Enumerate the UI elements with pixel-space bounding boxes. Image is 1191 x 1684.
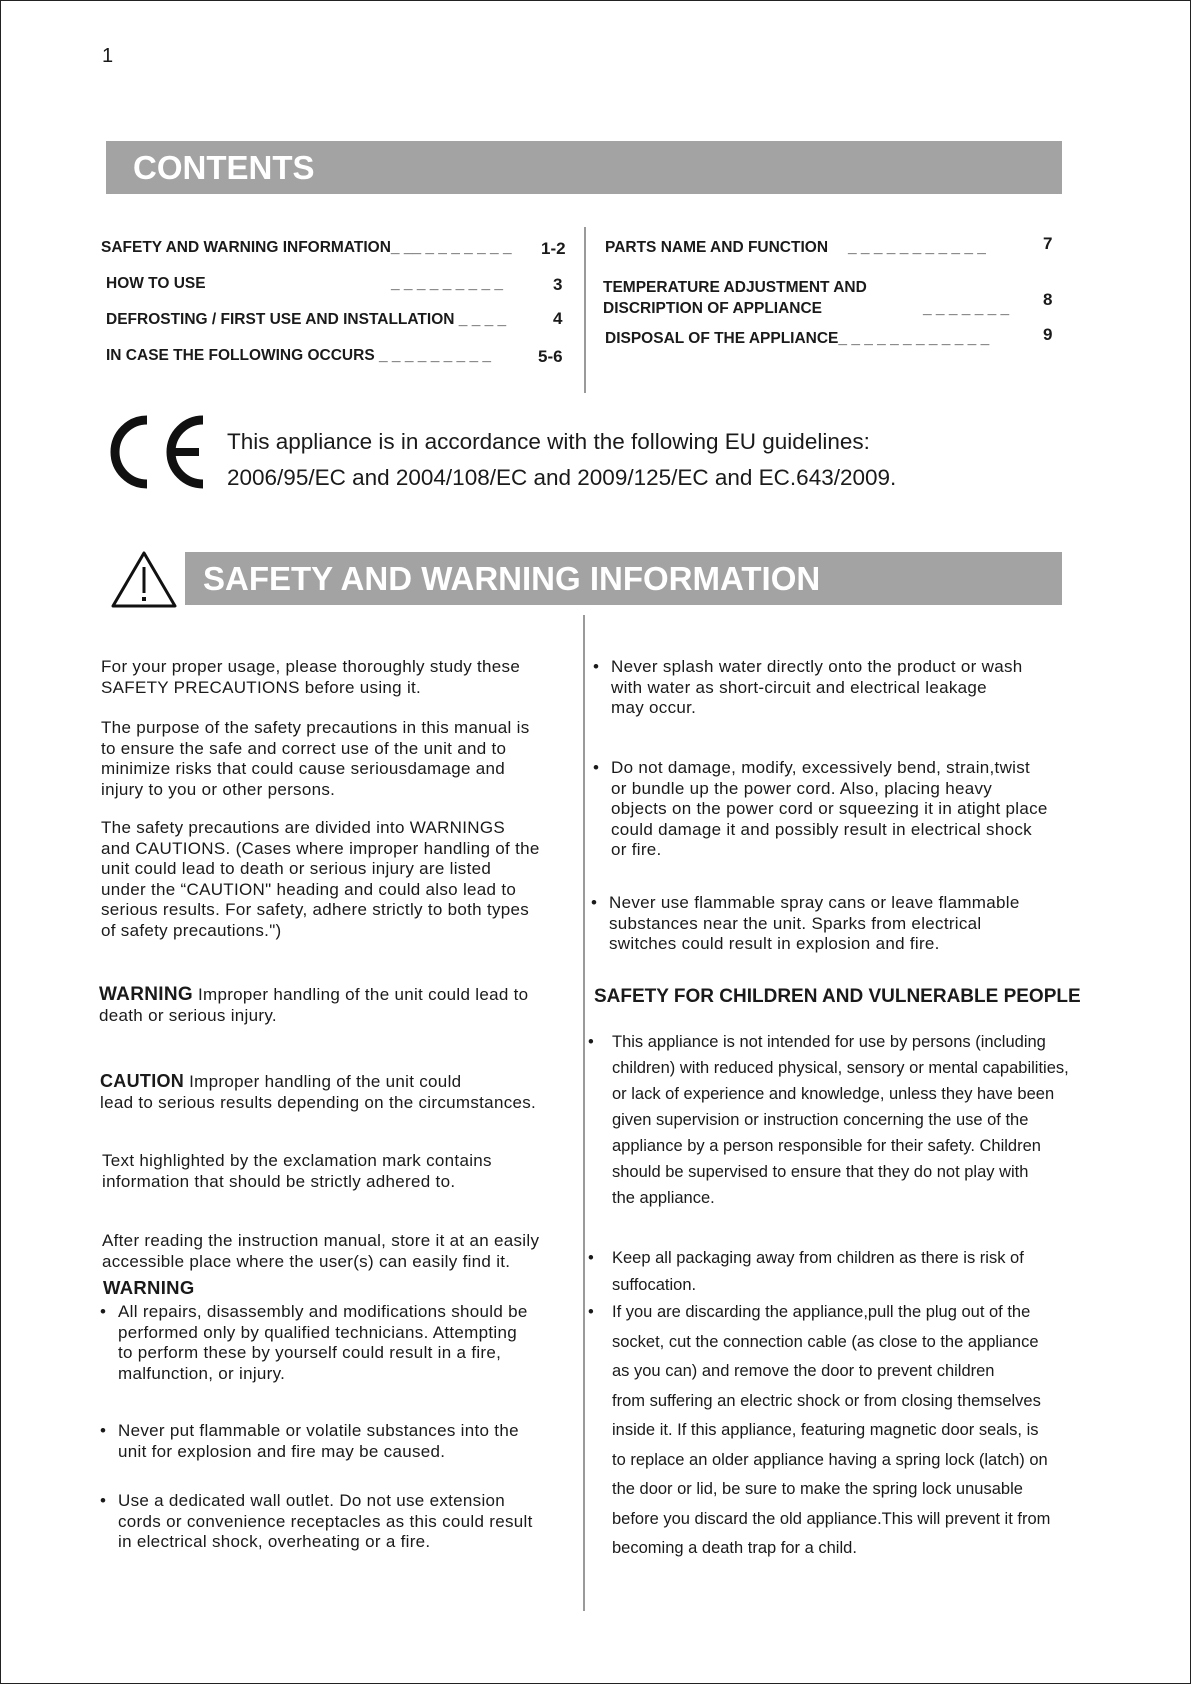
warning-bullet: • All repairs, disassembly and modifications should be performed only by qualified technicians. Attempting to perform these by yourself could result in a fire, malfunction, or injury. (100, 1302, 528, 1384)
safety-bullet: • Never use flammable spray cans or leave flammable substances near the unit. Sparks from electrical switches could result in explosion and fire. (591, 893, 1020, 955)
toc-divider (584, 227, 586, 393)
toc-leader: _ _ _ _ _ _ _ _ _ (391, 275, 504, 292)
warning-text: Improper handling of the unit could lead to death or serious injury. (99, 985, 529, 1025)
toc-page: 9 (1043, 325, 1053, 344)
ce-text-line2: 2006/95/EC and 2004/108/EC and 2009/125/EC and EC.643/2009. (227, 465, 897, 490)
divisions-paragraph: The safety precautions are divided into WARNINGS and CAUTIONS. (Cases where improper handling of the unit could lead to death or serious injury are listed under the “CAUTION" heading and could also lead to serious results. For safety, adhere strictly to both types of safety precautions.") (101, 818, 540, 940)
toc-page: 7 (1043, 234, 1053, 253)
toc-leader: _ _ _ _ _ _ _ _ _ (378, 347, 492, 364)
children-bullet: • Keep all packaging away from children as there is risk of suffocation. (588, 1245, 1024, 1299)
toc-leader: _ _ _ _ (458, 311, 507, 328)
toc-leader: _ __ _ _ _ _ _ _ _ (390, 239, 512, 256)
column-divider (583, 615, 585, 1611)
caution-label: CAUTION (100, 1071, 185, 1091)
caution-text: Improper handling of the unit could lead to serious results depending on the circumstances. (100, 1072, 537, 1112)
ce-text-line1: This appliance is in accordance with the following EU guidelines: (227, 429, 870, 454)
toc-page: 3 (553, 275, 563, 294)
children-bullet: • If you are discarding the appliance,pull the plug out of the socket, cut the connection cable (as close to the appliance as you can) and remove the door to prevent children from suffering an electric shock or from closing themselves inside it. If this appliance, featuring magnetic door seals, is to replace an older appliance having a spring lock (latch) on the door or lid, be sure to make the spring lock unusable before you discard the old appliance.This will prevent it from becoming a death trap for a child. (588, 1298, 1050, 1564)
toc-item[interactable] (605, 325, 1055, 348)
children-bullet: • This appliance is not intended for use by persons (including children) with reduced physical, sensory or mental capabilities, or lack of experience and knowledge, unless they have been given supervision or instruction concerning the use of the appliance by a person responsible for their safety. Children should be supervised to ensure that they do not play with the appliance. (588, 1029, 1069, 1211)
toc-label: TEMPERATURE ADJUSTMENT AND DISCRIPTION OF APPLIANCE (603, 279, 867, 317)
toc-label: IN CASE THE FOLLOWING OCCURS (106, 347, 375, 364)
toc-leader: _ _ _ _ _ _ _ _ _ _ _ _ (838, 330, 990, 347)
storage-paragraph: After reading the instruction manual, store it at an easily accessible place where the user(s) can easily find it. (102, 1231, 540, 1271)
warning-bullet: • Use a dedicated wall outlet. Do not use extension cords or convenience receptacles as this could result in electrical shock, overheating or a fire. (100, 1491, 533, 1553)
toc-item[interactable] (101, 239, 566, 258)
contents-header (106, 141, 1062, 194)
caution-definition (100, 1071, 536, 1113)
purpose-paragraph: The purpose of the safety precautions in this manual is to ensure the safe and correct use of the unit and to minimize risks that could cause seriousdamage and injury to you or other persons. (101, 718, 530, 799)
toc-leader: _ _ _ _ _ _ _ _ _ _ _ (848, 239, 986, 256)
ce-mark-icon (103, 414, 209, 490)
safety-title: SAFETY AND WARNING INFORMATION (203, 559, 821, 597)
toc-page: 5-6 (538, 347, 563, 366)
toc-page: 8 (1043, 290, 1053, 309)
toc-label: SAFETY AND WARNING INFORMATION (101, 239, 391, 256)
toc-label: DEFROSTING / FIRST USE AND INSTALLATION (106, 311, 455, 328)
toc-page: 1-2 (541, 239, 566, 258)
warning-label: WARNING (99, 984, 193, 1005)
warning-bullet: • Never put flammable or volatile substances into the unit for explosion and fire may be caused. (100, 1421, 519, 1462)
toc-item[interactable] (603, 277, 1055, 319)
toc-leader: _ _ _ _ _ _ _ (923, 300, 1010, 317)
toc-page: 4 (553, 309, 563, 328)
toc-item[interactable] (605, 234, 1055, 257)
warning-definition (99, 985, 528, 1026)
exclamation-paragraph: Text highlighted by the exclamation mark contains information that should be strictly adhered to. (102, 1151, 492, 1191)
safety-header (185, 552, 1062, 605)
safety-bullet: • Never splash water directly onto the product or wash with water as short-circuit and electrical leakage may occur. (593, 657, 1023, 719)
warning-heading: WARNING (103, 1277, 195, 1298)
toc-label: DISPOSAL OF THE APPLIANCE (605, 330, 839, 347)
toc-item[interactable] (106, 311, 566, 329)
warning-triangle-icon (109, 549, 179, 609)
toc-label: HOW TO USE (106, 275, 206, 292)
safety-bullet: • Do not damage, modify, excessively bend, strain,twist or bundle up the power cord. Also, placing heavy objects on the power cord or squeezing it in atight place could damage it and possibly result in electrical shock or fire. (593, 758, 1048, 861)
page-number: 1 (102, 45, 114, 67)
toc-item[interactable] (106, 275, 566, 293)
intro-paragraph: For your proper usage, please thoroughly study these SAFETY PRECAUTIONS before using it. (101, 657, 521, 697)
contents-title: CONTENTS (133, 148, 315, 186)
toc-label: PARTS NAME AND FUNCTION (605, 239, 829, 256)
toc-item[interactable] (106, 347, 566, 365)
children-heading: SAFETY FOR CHILDREN AND VULNERABLE PEOPLE (594, 986, 1081, 1007)
